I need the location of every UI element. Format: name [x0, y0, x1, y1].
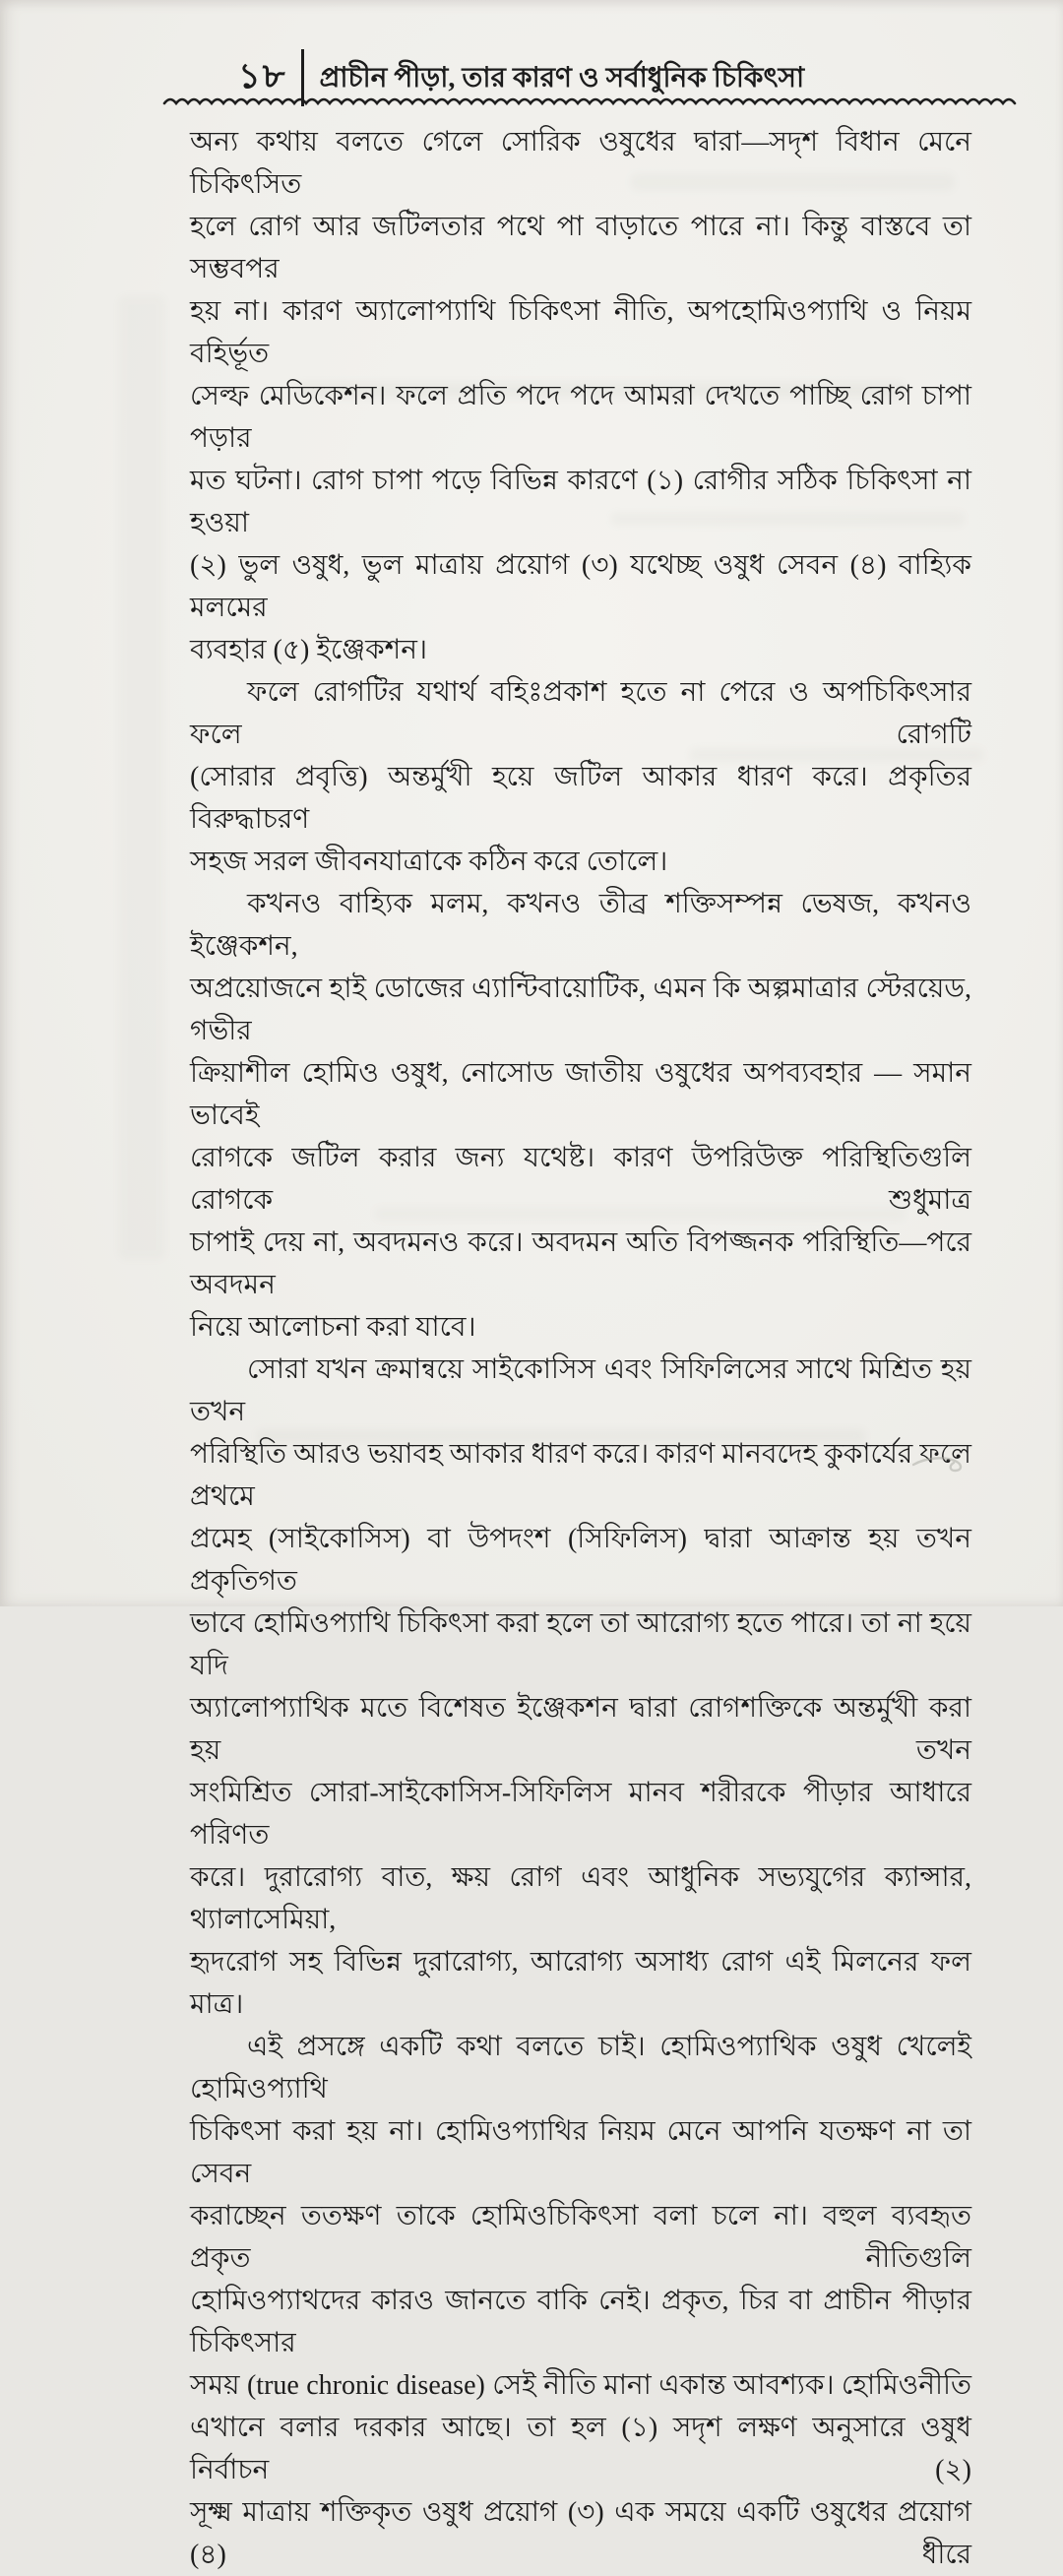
text-line: ব্যবহার (৫) ইঞ্জেকশন।	[190, 635, 427, 665]
text-line: ফলে রোগটির যথার্থ বহিঃপ্রকাশ হতে না পেরে ও অপচিকিৎসার ফলে রোগটি	[190, 677, 971, 750]
text-line: কখনও বাহ্যিক মলম, কখনও তীব্র শক্তিসম্পন্ন ভেষজ, কখনও ইঞ্জেকশন,	[190, 889, 971, 962]
text-line: হলে রোগ আর জটিলতার পথে পা বাড়াতে পারে না। কিন্তু বাস্তবে তা সম্ভবপর	[190, 212, 971, 284]
text-line: মত ঘটনা। রোগ চাপা পড়ে বিভিন্ন কারণে (১) রোগীর সঠিক চিকিৎসা না হওয়া	[190, 466, 971, 538]
text-line: অ্যালোপ্যাথিক মতে বিশেষত ইঞ্জেকশন দ্বারা রোগশক্তিকে অন্তর্মুখী করা হয় তখন	[190, 1693, 971, 1766]
text-line: হৃদরোগ সহ বিভিন্ন দুরারোগ্য, আরোগ্য অসাধ্য রোগ এই মিলনের ফল মাত্র।	[190, 1947, 971, 2020]
text-line: চাপাই দেয় না, অবদমনও করে। অবদমন অতি বিপজ্জনক পরিস্থিতি—পরে অবদমন	[190, 1227, 971, 1300]
page-title: প্রাচীন পীড়া, তার কারণ ও সর্বাধুনিক চিকিৎসা	[319, 62, 805, 94]
text-line: সূক্ষ্ম মাত্রায় শক্তিকৃত ওষুধ প্রয়োগ (৩) এক সময়ে একটি ওষুধের প্রয়োগ (৪) ধীরে	[190, 2497, 971, 2570]
text-line: এখানে বলার দরকার আছে। তা হল (১) সদৃশ লক্ষণ অনুসারে ওষুধ নির্বাচন (২)	[190, 2413, 971, 2485]
text-line: করাচ্ছেন ততক্ষণ তাকে হোমিওচিকিৎসা বলা চলে না। বহুল ব্যবহৃত প্রকৃত নীতিগুলি	[190, 2201, 971, 2274]
text-line: (সোরার প্রবৃত্তি) অন্তর্মুখী হয়ে জটিল আকার ধারণ করে। প্রকৃতির বিরুদ্ধাচরণ	[190, 762, 971, 835]
text-line: নিয়ে আলোচনা করা যাবে।	[190, 1312, 476, 1343]
text-line: সময় (true chronic disease) সেই নীতি মানা একান্ত আবশ্যক। হোমিওনীতি	[190, 2370, 971, 2401]
text-line: চিকিৎসা করা হয় না। হোমিওপ্যাথির নিয়ম মেনে আপনি যতক্ষণ না তা সেবন	[190, 2116, 971, 2189]
text-line: সহজ সরল জীবনযাত্রাকে কঠিন করে তোলে।	[190, 847, 668, 877]
text-line: এই প্রসঙ্গে একটি কথা বলতে চাই। হোমিওপ্যাথিক ওষুধ খেলেই হোমিওপ্যাথি	[190, 2032, 971, 2105]
text-line: ক্রিয়াশীল হোমিও ওষুধ, নোসোড জাতীয় ওষুধের অপব্যবহার — সমান ভাবেই	[190, 1058, 971, 1131]
text-line: সংমিশ্রিত সোরা-সাইকোসিস-সিফিলিস মানব শরীরকে পীড়ার আধারে পরিণত	[190, 1778, 971, 1851]
body-text	[190, 121, 971, 2576]
bleedthrough-smudge	[118, 295, 165, 1260]
wavy-rule-path	[164, 99, 1015, 103]
wavy-rule	[163, 95, 1018, 111]
text-line: সোরা যখন ক্রমান্বয়ে সাইকোসিস এবং সিফিলিসের সাথে মিশ্রিত হয় তখন	[190, 1354, 971, 1427]
text-line: হয় না। কারণ অ্যালোপ্যাথি চিকিৎসা নীতি, অপহোমিওপ্যাথি ও নিয়ম বহির্ভূত	[190, 296, 971, 369]
text-line: হোমিওপ্যাথদের কারও জানতে বাকি নেই। প্রকৃত, চির বা প্রাচীন পীড়ার চিকিৎসার	[190, 2286, 971, 2358]
text-line: অপ্রয়োজনে হাই ডোজের এ্যান্টিবায়োটিক, এমন কি অল্পমাত্রার স্টেরয়েড, গভীর	[190, 974, 971, 1046]
text-line: অন্য কথায় বলতে গেলে সোরিক ওষুধের দ্বারা—সদৃশ বিধান মেনে চিকিৎসিত	[190, 127, 971, 200]
page-number: ১৮	[238, 56, 287, 95]
text-line: পরিস্থিতি আরও ভয়াবহ আকার ধারণ করে। কারণ মানবদেহ কুকার্যের ফলে প্রথমে	[190, 1439, 971, 1512]
text-line: (২) ভুল ওষুধ, ভুল মাত্রায় প্রয়োগ (৩) যথেচ্ছ ওষুধ সেবন (৪) বাহ্যিক মলমের	[190, 550, 971, 623]
text-line: করে। দুরারোগ্য বাত, ক্ষয় রোগ এবং আধুনিক সভ্যযুগের ক্যান্সার, থ্যালাসেমিয়া,	[190, 1862, 971, 1935]
pencil-squiggle-mark	[911, 1449, 974, 1478]
text-line: প্রমেহ (সাইকোসিস) বা উপদংশ (সিফিলিস) দ্বারা আক্রান্ত হয় তখন প্রকৃতিগত	[190, 1524, 971, 1597]
text-line: সেল্ফ মেডিকেশন। ফলে প্রতি পদে পদে আমরা দেখতে পাচ্ছি রোগ চাপা পড়ার	[190, 381, 971, 454]
text-line: ভাবে হোমিওপ্যাথি চিকিৎসা করা হলে তা আরোগ্য হতে পারে। তা না হয়ে যদি	[190, 1608, 971, 1681]
text-line: রোগকে জটিল করার জন্য যথেষ্ট। কারণ উপরিউক্ত পরিস্থিতিগুলি রোগকে শুধুমাত্র	[190, 1143, 971, 1216]
